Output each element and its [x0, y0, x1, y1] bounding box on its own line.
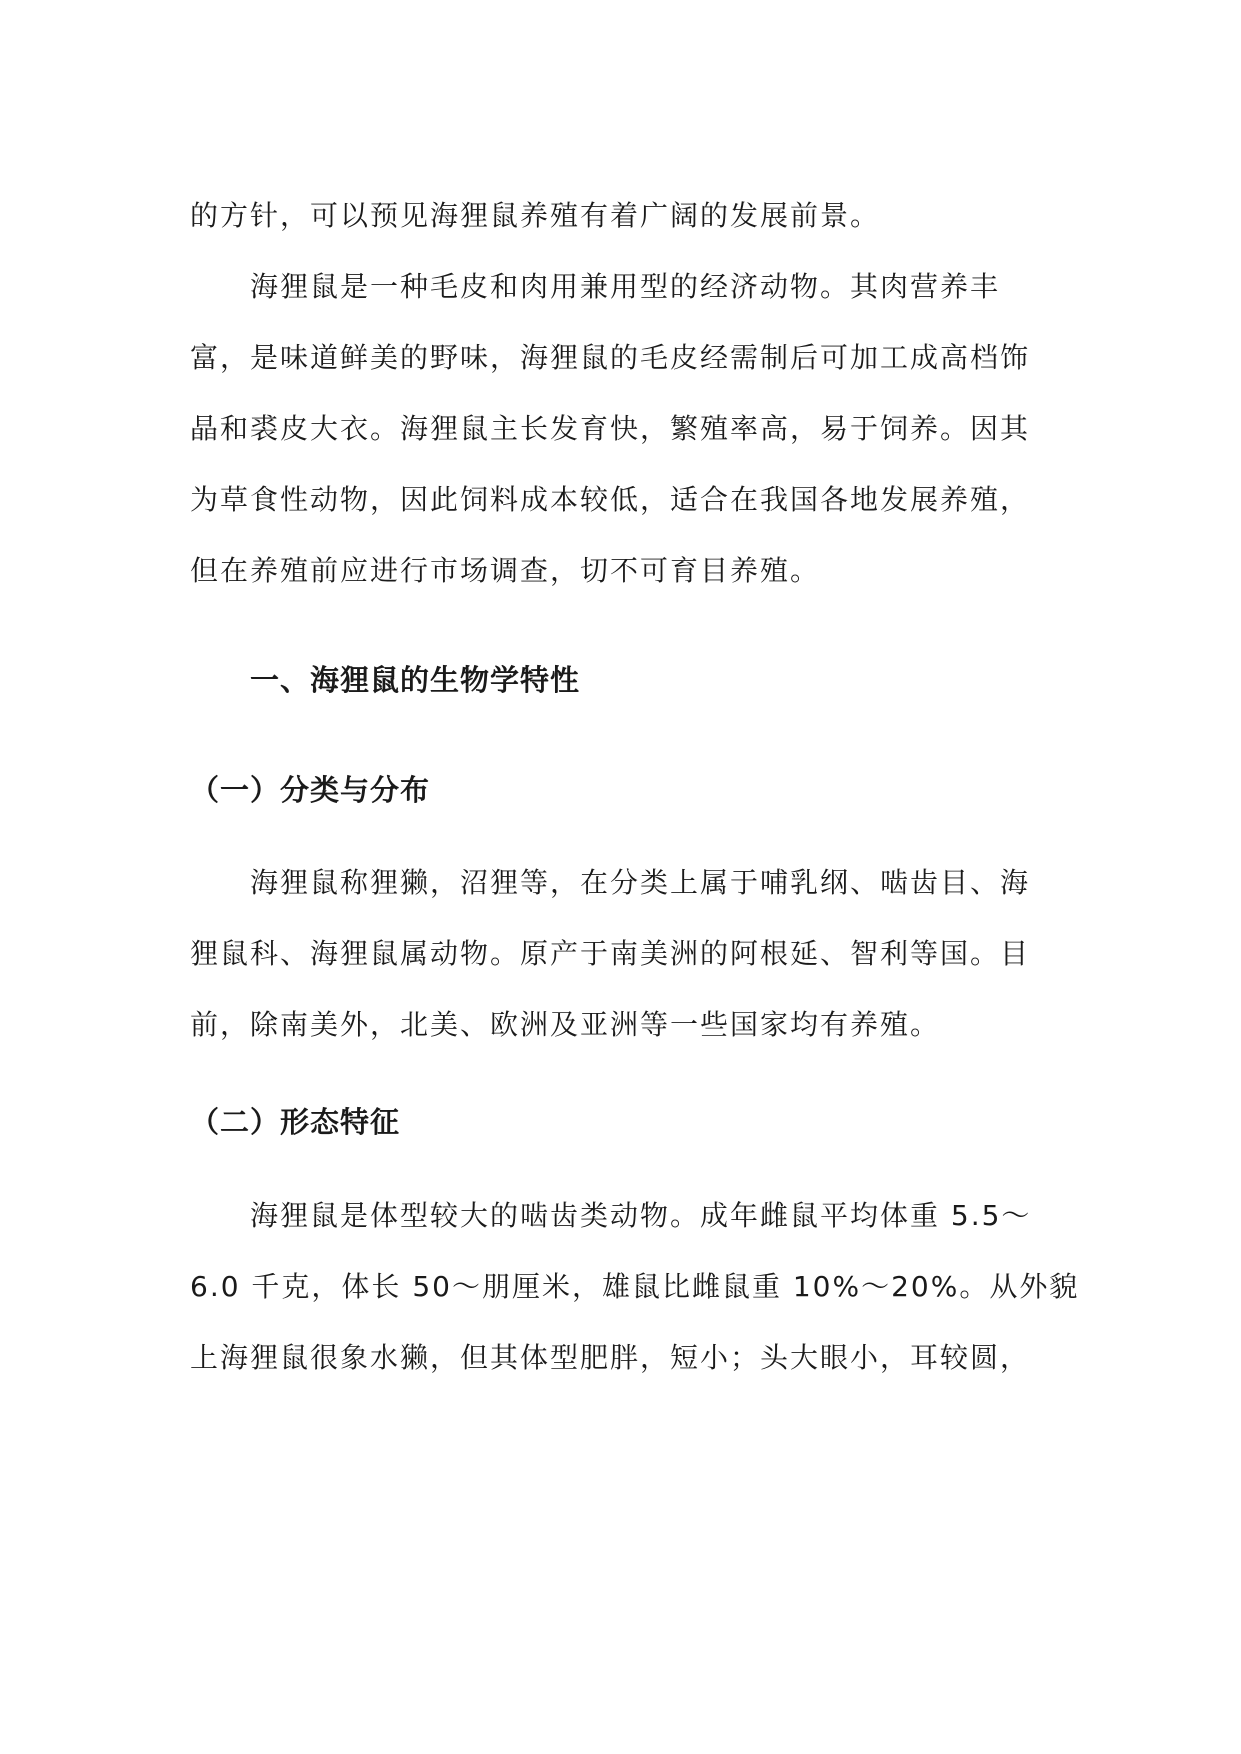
paragraph-line: 但在养殖前应进行市场调查，切不可育目养殖。	[190, 554, 821, 587]
subsection-heading: （二）形态特征	[190, 1105, 401, 1139]
paragraph-line: 海狸鼠是一种毛皮和肉用兼用型的经济动物。其肉营养丰	[250, 270, 1001, 303]
section-heading: 一、海狸鼠的生物学特性	[250, 663, 581, 697]
subsection-heading: （一）分类与分布	[190, 773, 431, 807]
paragraph-line: 富，是味道鲜美的野味，海狸鼠的毛皮经需制后可加工成高档饰	[190, 341, 1031, 374]
paragraph-line: 海狸鼠是体型较大的啮齿类动物。成年雌鼠平均体重 5.5～	[250, 1199, 1032, 1232]
paragraph-line: 晶和裘皮大衣。海狸鼠主长发育快，繁殖率高，易于饲养。因其	[190, 412, 1031, 445]
paragraph-line: 狸鼠科、海狸鼠属动物。原产于南美洲的阿根延、智利等国。目	[190, 937, 1031, 970]
paragraph-line: 上海狸鼠很象水獭，但其体型肥胖，短小；头大眼小，耳较圆，	[190, 1341, 1031, 1374]
paragraph-line: 海狸鼠称狸獭，沼狸等，在分类上属于哺乳纲、啮齿目、海	[250, 866, 1031, 899]
paragraph-line: 6.0 千克，体长 50～朋厘米，雄鼠比雌鼠重 10%～20%。从外貌	[190, 1270, 1080, 1303]
paragraph-line: 前，除南美外，北美、欧洲及亚洲等一些国家均有养殖。	[190, 1008, 941, 1041]
paragraph-line: 为草食性动物，因此饲料成本较低，适合在我国各地发展养殖，	[190, 483, 1031, 516]
paragraph-line: 的方针，可以预见海狸鼠养殖有着广阔的发展前景。	[190, 199, 881, 232]
